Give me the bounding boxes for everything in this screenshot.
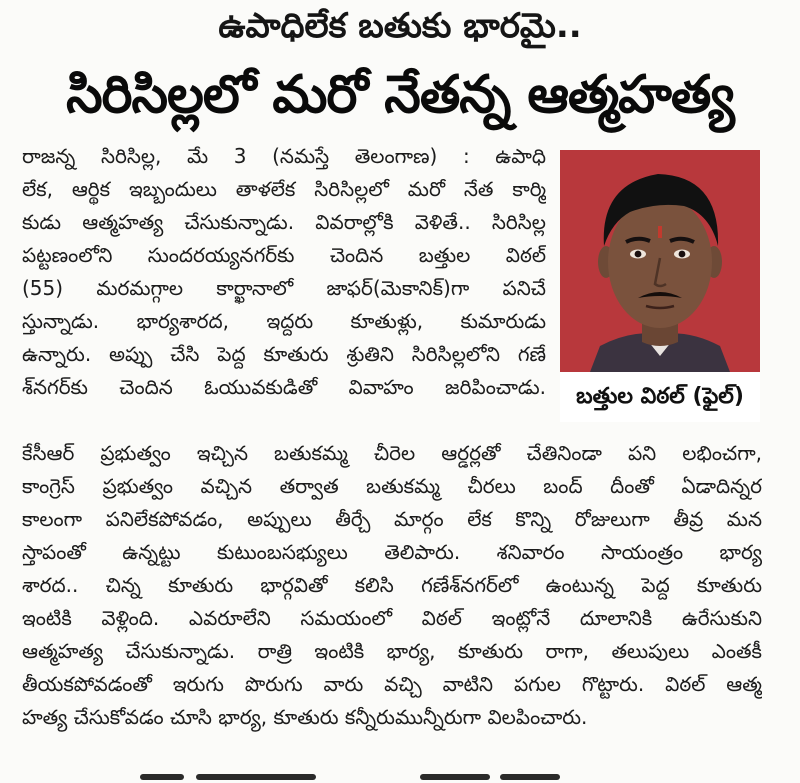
body-line: (55) మరమగ్గాల కార్ఖానాలో జాఫర్(మెకానిక్)గా పనిచే bbox=[22, 276, 546, 300]
body-line: ఉన్నారు. అప్పు చేసి పెద్ద కూతురు శ్రుతిని సిరిసిల్లలోని గణే bbox=[22, 342, 546, 366]
body-line: హత్య చేసుకోవడం చూసి భార్య, కూతురు కన్నీరుమున్నీరుగా విలపించారు. bbox=[22, 705, 588, 729]
body-line: స్తాపంతో ఉన్నట్టు కుటుంబసభ్యులు తెలిపారు. శనివారం సాయంత్రం భార్య bbox=[22, 540, 762, 564]
body-line: ఆత్మహత్య చేసుకున్నాడు. రాత్రి ఇంటికి భార్య, కూతురు రాగా, తలుపులు ఎంతకీ bbox=[22, 639, 762, 663]
body-line: ఇంటికి వెళ్లింది. ఎవరూలేని సమయంలో విఠల్ ఇంట్లోనే దూలానికి ఉరేసుకుని bbox=[22, 606, 762, 630]
article-kicker: ఉపాధిలేక బతుకు భారమై.. bbox=[218, 6, 582, 46]
body-line: కాంగ్రెస్ ప్రభుత్వం వచ్చిన తర్వాత బతుకమ్మ చీరలు బంద్ దీంతో ఏడాదిన్నర bbox=[22, 474, 762, 498]
body-line: కాలంగా పనిలేకపోవడం, అప్పులు తీర్చే మార్గం లేక కొన్ని రోజులుగా తీవ్ర మన bbox=[22, 507, 762, 531]
portrait-illustration bbox=[560, 150, 760, 372]
body-line: తీయకపోవడంతో ఇరుగు పొరుగు వారు వచ్చి వాటిని పగుల గొట్టారు. విఠల్ ఆత్మ bbox=[22, 672, 762, 696]
photo-caption: బత్తుల విఠల్ (ఫైల్) bbox=[560, 372, 760, 422]
article-headline: సిరిసిల్లలో మరో నేతన్న ఆత్మహత్య bbox=[66, 65, 734, 125]
body-line: స్తున్నాడు. భార్యశారద, ఇద్దరు కూతుళ్లు, కుమారుడు bbox=[22, 309, 546, 333]
clipped-next-headline bbox=[0, 770, 800, 783]
body-line: కేసీఆర్ ప్రభుత్వం ఇచ్చిన బతుకమ్మ చీరెల ఆర్డర్లతో చేతినిండా పని లభించగా, bbox=[22, 441, 762, 465]
body-line: రాజన్న సిరిసిల్ల, మే 3 (నమస్తే తెలంగాణ) : ఉపాధి bbox=[22, 144, 546, 168]
body-line: శారద.. చిన్న కూతురు భార్గవితో కలిసి గణేశ్‌నగర్‌లో ఉంటున్న పెద్ద కూతురు bbox=[22, 573, 762, 597]
portrait-photo bbox=[560, 150, 760, 372]
body-line: కుడు ఆత్మహత్య చేసుకున్నాడు. వివరాల్లోకి వెళితే.. సిరిసిల్ల bbox=[22, 210, 546, 234]
body-line: లేక, ఆర్థిక ఇబ్బందులు తాళలేక సిరిసిల్లలో మరో నేత కార్మి bbox=[22, 177, 546, 201]
body-line: పట్టణంలోని సుందరయ్యనగర్‌కు చెందిన బత్తుల విఠల్ bbox=[22, 243, 546, 267]
body-line: శ్‌నగర్‌కు చెందిన ఓయువకుడితో వివాహం జరిపించాడు. bbox=[22, 375, 546, 399]
